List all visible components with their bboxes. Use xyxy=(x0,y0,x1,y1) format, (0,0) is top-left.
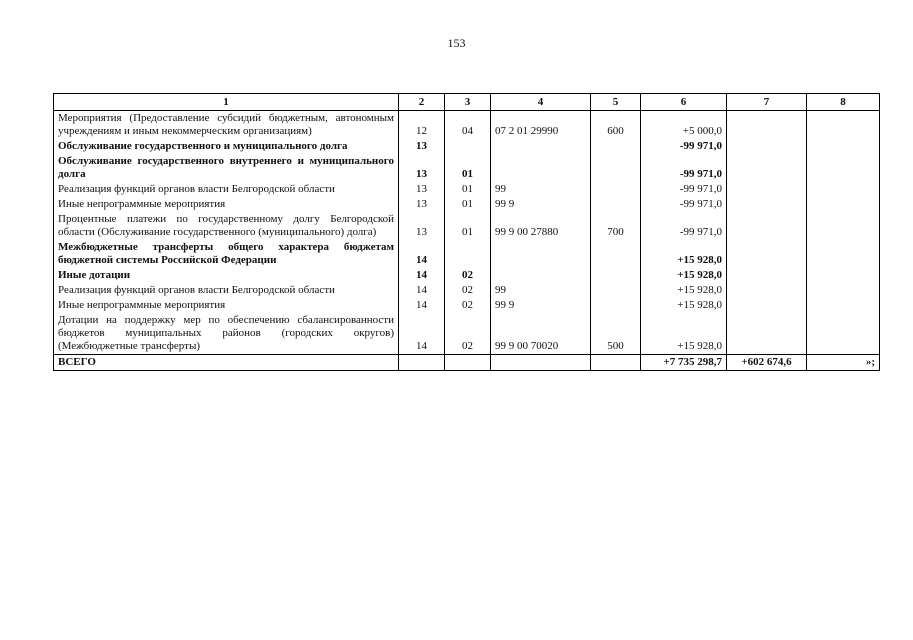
row-expense-type xyxy=(591,298,641,313)
row-subsection xyxy=(445,240,491,268)
row-col8 xyxy=(807,283,880,298)
column-header: 3 xyxy=(445,94,491,111)
row-name: Процентные платежи по государственному долгу Белгородской области (Обслуживание государственного (муниципального) долга) xyxy=(54,212,399,240)
row-target-article xyxy=(491,240,591,268)
row-target-article: 99 9 00 70020 xyxy=(491,313,591,355)
budget-table xyxy=(53,93,880,371)
row-col8 xyxy=(807,139,880,154)
total-col6: +7 735 298,7 xyxy=(641,355,727,371)
row-expense-type xyxy=(591,283,641,298)
row-col7 xyxy=(727,182,807,197)
row-col7 xyxy=(727,154,807,182)
row-col7 xyxy=(727,313,807,355)
table-row xyxy=(54,182,880,197)
row-section: 13 xyxy=(399,197,445,212)
row-expense-type: 500 xyxy=(591,313,641,355)
table-row xyxy=(54,154,880,182)
row-amount: -99 971,0 xyxy=(641,154,727,182)
row-expense-type xyxy=(591,139,641,154)
table-row xyxy=(54,283,880,298)
total-label: ВСЕГО xyxy=(54,355,399,371)
table-row xyxy=(54,268,880,283)
row-name: Дотации на поддержку мер по обеспечению сбалансированности бюджетов муниципальных районов (городских округов) (Межбюджетные трансферты) xyxy=(54,313,399,355)
row-amount: +15 928,0 xyxy=(641,298,727,313)
row-section: 14 xyxy=(399,298,445,313)
row-col8 xyxy=(807,111,880,140)
row-name: Мероприятия (Предоставление субсидий бюджетным, автономным учреждениям и иным некоммерческим организациям) xyxy=(54,111,399,140)
column-header: 5 xyxy=(591,94,641,111)
row-target-article: 99 9 00 27880 xyxy=(491,212,591,240)
row-col8 xyxy=(807,298,880,313)
row-col8 xyxy=(807,268,880,283)
column-header: 4 xyxy=(491,94,591,111)
row-subsection: 04 xyxy=(445,111,491,140)
row-subsection: 01 xyxy=(445,212,491,240)
row-name: Межбюджетные трансферты общего характера бюджетам бюджетной системы Российской Федерации xyxy=(54,240,399,268)
column-header: 7 xyxy=(727,94,807,111)
row-expense-type: 600 xyxy=(591,111,641,140)
row-col8 xyxy=(807,182,880,197)
row-target-article: 99 xyxy=(491,283,591,298)
row-section: 14 xyxy=(399,240,445,268)
row-name: Реализация функций органов власти Белгородской области xyxy=(54,182,399,197)
row-target-article xyxy=(491,139,591,154)
column-header: 6 xyxy=(641,94,727,111)
row-col8 xyxy=(807,212,880,240)
column-header: 2 xyxy=(399,94,445,111)
header-row xyxy=(54,94,880,111)
row-amount: -99 971,0 xyxy=(641,212,727,240)
total-col7: +602 674,6 xyxy=(727,355,807,371)
row-amount: +15 928,0 xyxy=(641,268,727,283)
row-subsection: 02 xyxy=(445,313,491,355)
row-col7 xyxy=(727,240,807,268)
table-row xyxy=(54,212,880,240)
table-row xyxy=(54,298,880,313)
row-col7 xyxy=(727,283,807,298)
row-col7 xyxy=(727,268,807,283)
row-subsection: 02 xyxy=(445,298,491,313)
row-expense-type xyxy=(591,240,641,268)
row-subsection: 01 xyxy=(445,182,491,197)
row-name: Иные непрограммные мероприятия xyxy=(54,197,399,212)
row-amount: +15 928,0 xyxy=(641,313,727,355)
column-header: 1 xyxy=(54,94,399,111)
row-amount: -99 971,0 xyxy=(641,182,727,197)
row-section: 13 xyxy=(399,182,445,197)
row-target-article: 99 xyxy=(491,182,591,197)
row-target-article: 99 9 xyxy=(491,298,591,313)
table-row xyxy=(54,197,880,212)
row-subsection: 02 xyxy=(445,283,491,298)
column-header: 8 xyxy=(807,94,880,111)
row-subsection: 02 xyxy=(445,268,491,283)
total-row xyxy=(54,355,880,371)
row-subsection: 01 xyxy=(445,154,491,182)
row-col7 xyxy=(727,111,807,140)
row-expense-type xyxy=(591,154,641,182)
row-col8 xyxy=(807,313,880,355)
row-name: Обслуживание государственного внутреннего и муниципального долга xyxy=(54,154,399,182)
row-expense-type xyxy=(591,182,641,197)
row-target-article xyxy=(491,154,591,182)
row-target-article: 07 2 01 29990 xyxy=(491,111,591,140)
row-amount: +5 000,0 xyxy=(641,111,727,140)
row-expense-type xyxy=(591,268,641,283)
row-col8 xyxy=(807,154,880,182)
row-expense-type xyxy=(591,197,641,212)
row-section: 13 xyxy=(399,139,445,154)
row-target-article xyxy=(491,268,591,283)
table-row xyxy=(54,111,880,140)
row-col8 xyxy=(807,240,880,268)
row-section: 14 xyxy=(399,283,445,298)
row-col7 xyxy=(727,212,807,240)
row-section: 14 xyxy=(399,268,445,283)
row-col7 xyxy=(727,139,807,154)
row-col7 xyxy=(727,298,807,313)
row-expense-type: 700 xyxy=(591,212,641,240)
table-row xyxy=(54,139,880,154)
row-name: Иные непрограммные мероприятия xyxy=(54,298,399,313)
row-amount: +15 928,0 xyxy=(641,240,727,268)
row-target-article: 99 9 xyxy=(491,197,591,212)
row-section: 13 xyxy=(399,154,445,182)
total-col8: »; xyxy=(807,355,880,371)
row-subsection: 01 xyxy=(445,197,491,212)
row-subsection xyxy=(445,139,491,154)
row-col7 xyxy=(727,197,807,212)
row-amount: -99 971,0 xyxy=(641,197,727,212)
row-name: Реализация функций органов власти Белгородской области xyxy=(54,283,399,298)
row-col8 xyxy=(807,197,880,212)
row-section: 12 xyxy=(399,111,445,140)
row-section: 14 xyxy=(399,313,445,355)
table-row xyxy=(54,240,880,268)
table-row xyxy=(54,313,880,355)
row-name: Иные дотации xyxy=(54,268,399,283)
row-section: 13 xyxy=(399,212,445,240)
row-name: Обслуживание государственного и муниципального долга xyxy=(54,139,399,154)
row-amount: -99 971,0 xyxy=(641,139,727,154)
page-number: 153 xyxy=(447,36,466,50)
row-amount: +15 928,0 xyxy=(641,283,727,298)
